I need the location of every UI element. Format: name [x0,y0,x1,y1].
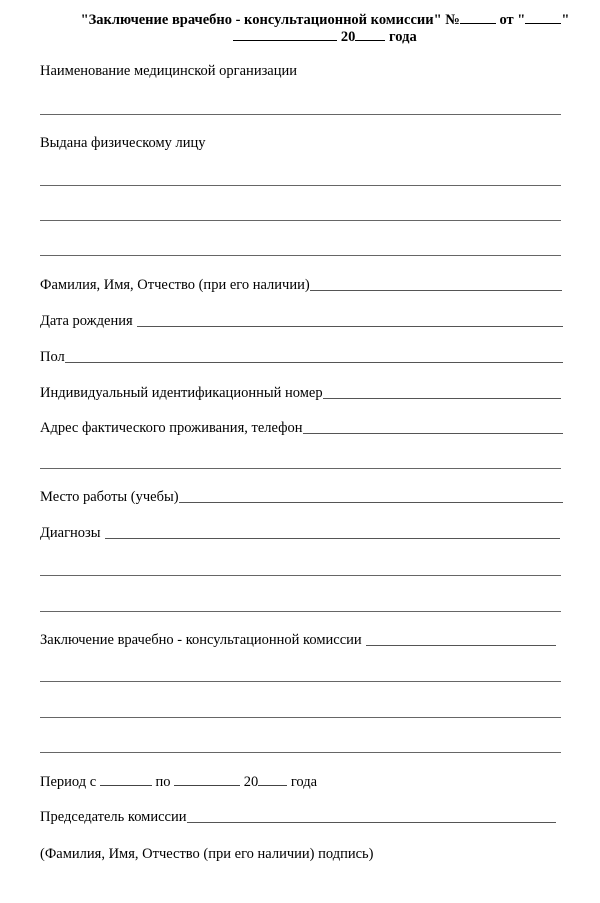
month-blank[interactable] [233,28,337,41]
iin-line[interactable] [323,397,561,399]
period-start-blank[interactable] [100,772,152,786]
year-suffix: года [385,29,417,45]
address-field[interactable] [40,419,563,437]
issued-to-line-2[interactable] [40,220,561,221]
period-prefix: Период с [40,774,97,790]
chairman-field[interactable] [40,808,556,826]
iin-label: Индивидуальный идентификационный номер [40,385,323,401]
address-line-2[interactable] [40,468,561,469]
conclusion-line-2[interactable] [40,681,561,682]
diagnoses-line-3[interactable] [40,611,561,612]
full-name-line[interactable] [310,289,562,291]
workplace-field[interactable] [40,488,563,506]
document-title-date [60,28,590,46]
birth-date-field[interactable] [40,312,563,330]
diagnoses-label: Диагнозы [40,525,101,541]
workplace-label: Место работы (учебы) [40,489,179,505]
title-text: "Заключение врачебно - консультационной комиссии" № [80,12,460,28]
birth-date-line[interactable] [137,325,563,327]
diagnoses-field[interactable] [40,524,560,542]
sex-field[interactable] [40,348,563,366]
period-field [40,772,317,791]
workplace-line[interactable] [179,501,563,503]
birth-date-label: Дата рождения [40,313,133,329]
title-from-text: от " [495,12,526,28]
signature-note: (Фамилия, Имя, Отчество (при его наличии) подпись) [40,846,374,862]
conclusion-line-3[interactable] [40,717,561,718]
diagnoses-line-2[interactable] [40,575,561,576]
address-line[interactable] [303,432,563,434]
period-suffix: года [290,774,318,790]
number-blank[interactable] [460,11,496,24]
sex-line[interactable] [65,361,563,363]
organization-line[interactable] [40,114,561,115]
period-year-blank[interactable] [258,772,287,786]
chairman-line[interactable] [187,821,557,823]
title-quote-close: " [561,12,570,28]
issued-to-label: Выдана физическому лицу [40,135,206,151]
year-prefix: 20 [337,29,356,45]
day-blank[interactable] [525,11,561,24]
period-year-prefix: 20 [243,774,259,790]
address-label: Адрес фактического проживания, телефон [40,420,303,436]
conclusion-line-4[interactable] [40,752,561,753]
period-end-blank[interactable] [174,772,240,786]
sex-label: Пол [40,349,65,365]
full-name-field[interactable] [40,276,562,294]
conclusion-line[interactable] [366,644,556,646]
full-name-label: Фамилия, Имя, Отчество (при его наличии) [40,277,310,293]
conclusion-field[interactable] [40,631,556,649]
diagnoses-line[interactable] [105,537,560,539]
issued-to-line-3[interactable] [40,255,561,256]
document-title [60,11,590,29]
year-blank[interactable] [355,28,385,41]
chairman-label: Председатель комиссии [40,809,187,825]
conclusion-label: Заключение врачебно - консультационной комиссии [40,632,362,648]
organization-label: Наименование медицинской организации [40,63,298,79]
period-to: по [155,774,171,790]
iin-field[interactable] [40,384,561,402]
issued-to-line-1[interactable] [40,185,561,186]
